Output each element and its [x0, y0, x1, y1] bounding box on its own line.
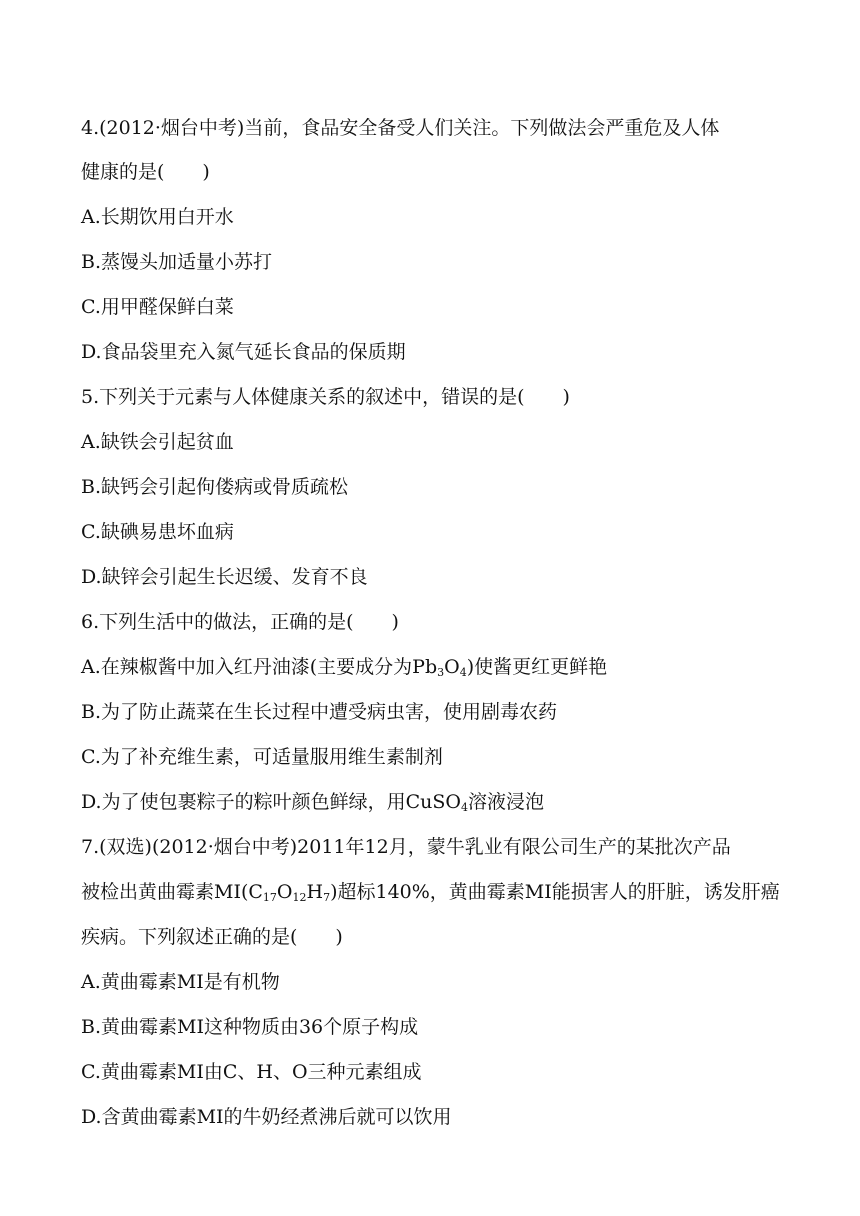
q4-option-c: C.用甲醛保鲜白菜 — [81, 296, 234, 318]
q4-option-b: B.蒸馒头加适量小苏打 — [81, 251, 273, 273]
q6-option-d-text-2: 溶液浸泡 — [467, 791, 544, 813]
q7-stem-line-2 — [81, 880, 780, 904]
q7-stem-text-3: H — [306, 881, 324, 903]
q6-option-d — [81, 790, 544, 814]
q7-option-d: D.含黄曲霉素MI的牛奶经煮沸后就可以饮用 — [81, 1106, 452, 1128]
q6-option-b: B.为了防止蔬菜在生长过程中遭受病虫害，使用剧毒农药 — [81, 701, 558, 723]
q6-option-d-subscript: 4 — [460, 801, 468, 814]
q7-option-c: C.黄曲霉素MI由C、H、O三种元素组成 — [81, 1061, 422, 1083]
q7-subscript-h: 7 — [323, 891, 331, 904]
q5-option-b: B.缺钙会引起佝偻病或骨质疏松 — [81, 476, 349, 498]
q5-option-d: D.缺锌会引起生长迟缓、发育不良 — [81, 566, 368, 588]
q7-stem-text-2: O — [276, 881, 293, 903]
q7-option-a: A.黄曲霉素MI是有机物 — [81, 971, 280, 993]
q5-option-a: A.缺铁会引起贫血 — [81, 431, 234, 453]
q6-option-a-subscript-2: 4 — [459, 666, 467, 679]
q4-stem-line-2: 健康的是( ) — [81, 161, 210, 183]
q7-subscript-c: 17 — [262, 891, 277, 904]
q6-option-a-text-2: O — [444, 656, 460, 678]
q6-option-a-text-3: )使酱更红更鲜艳 — [466, 656, 608, 678]
q6-option-a — [81, 655, 607, 679]
q5-option-c: C.缺碘易患坏血病 — [81, 521, 234, 543]
q5-stem: 5.下列关于元素与人体健康关系的叙述中，错误的是( ) — [81, 386, 570, 408]
q7-stem-line-1: 7.(双选)(2012·烟台中考)2011年12月，蒙牛乳业有限公司生产的某批次产品 — [81, 836, 731, 858]
q6-option-d-text-1: D.为了使包裹粽子的粽叶颜色鲜绿，用CuSO — [81, 791, 461, 813]
q7-option-b: B.黄曲霉素MI这种物质由36个原子构成 — [81, 1016, 419, 1038]
q6-stem: 6.下列生活中的做法，正确的是( ) — [81, 611, 399, 633]
q7-stem-text-1: 被检出黄曲霉素MI(C — [81, 881, 263, 903]
q6-option-a-subscript-1: 3 — [437, 666, 445, 679]
q4-stem-line-1: 4.(2012·烟台中考)当前，食品安全备受人们关注。下列做法会严重危及人体 — [81, 117, 720, 139]
q4-option-d: D.食品袋里充入氮气延长食品的保质期 — [81, 341, 406, 363]
q6-option-c: C.为了补充维生素，可适量服用维生素制剂 — [81, 746, 443, 768]
q7-subscript-o: 12 — [292, 891, 307, 904]
q7-stem-text-4: )超标140%，黄曲霉素MI能损害人的肝脏，诱发肝癌 — [330, 881, 780, 903]
q4-option-a: A.长期饮用白开水 — [81, 206, 234, 228]
q6-option-a-text-1: A.在辣椒酱中加入红丹油漆(主要成分为Pb — [81, 656, 438, 678]
q7-stem-line-3: 疾病。下列叙述正确的是( ) — [81, 926, 343, 948]
